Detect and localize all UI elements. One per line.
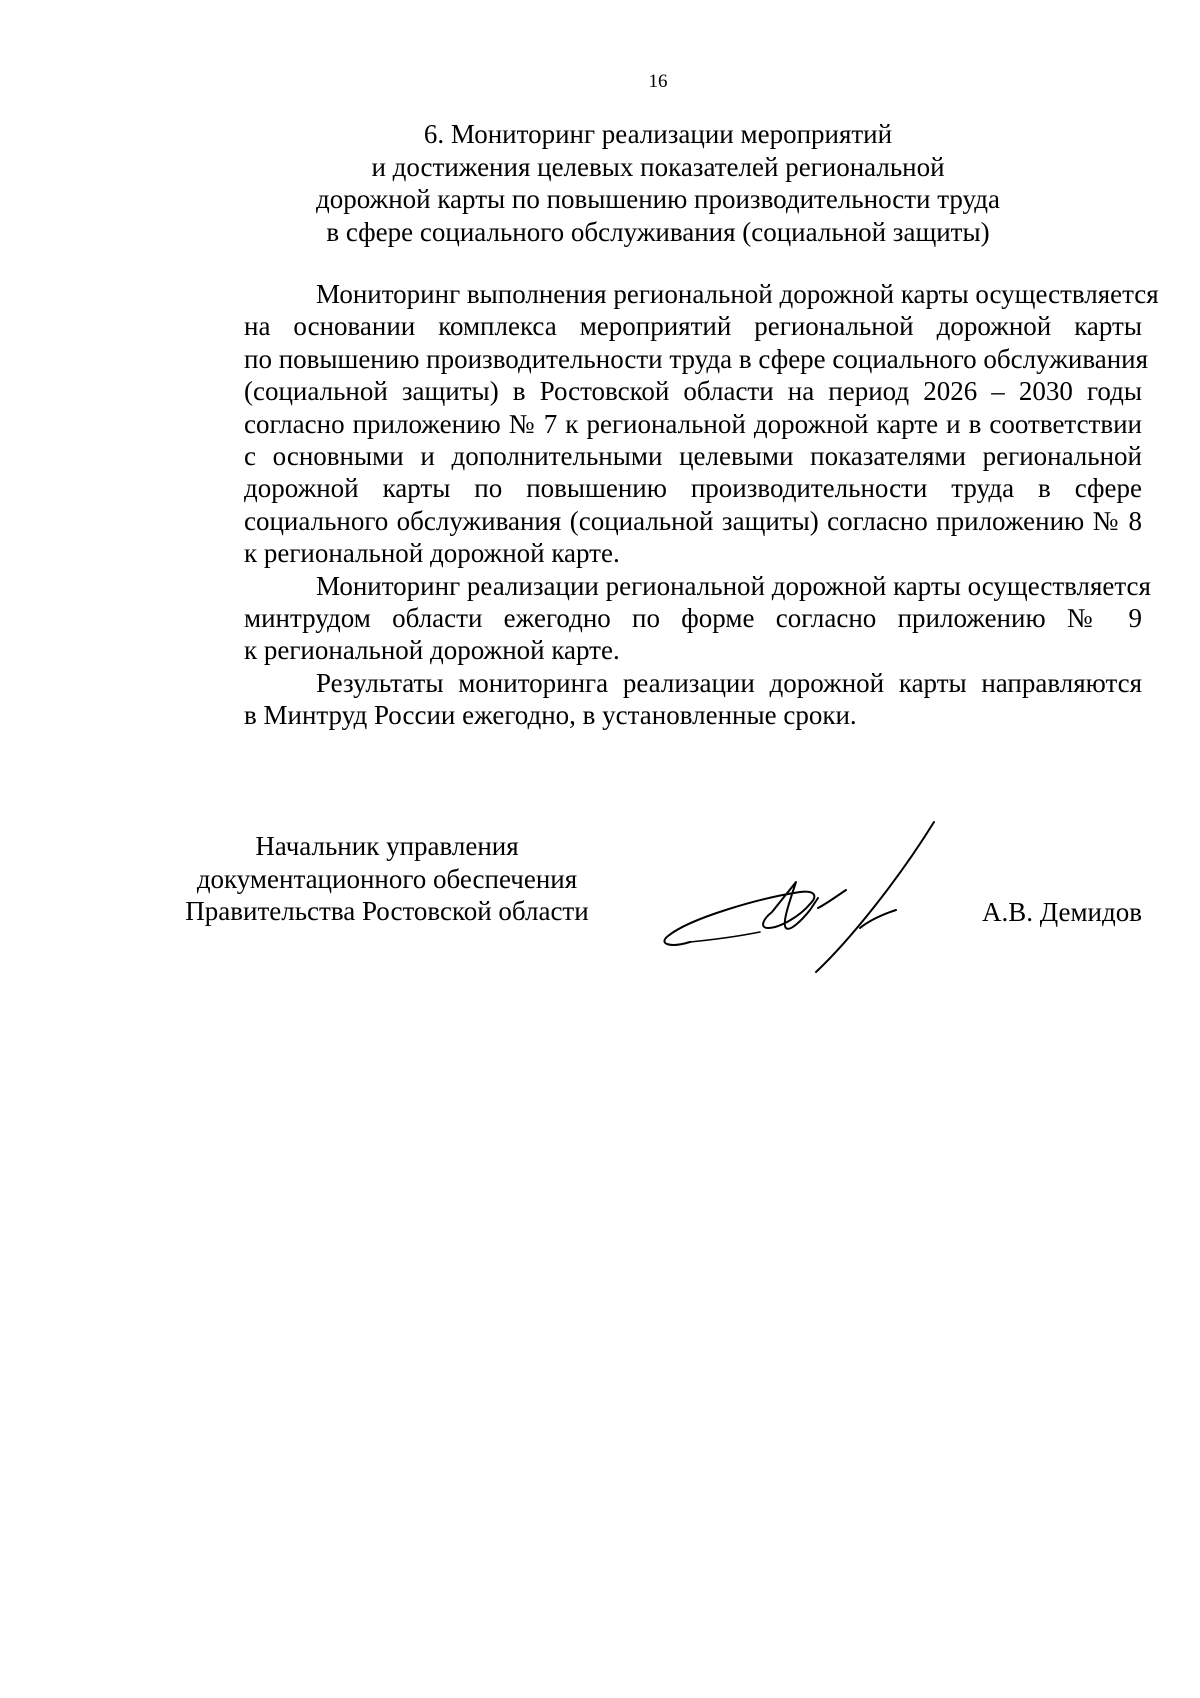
paragraph-line: в Минтруд России ежегодно, в установленные сроки. — [244, 700, 857, 731]
heading-line: дорожной карты по повышению производительности труда — [315, 184, 1001, 214]
paragraph-line: с основными и дополнительными целевыми показателями региональной — [244, 441, 1142, 472]
paragraph-line: минтрудом области ежегодно по форме согласно приложению № 9 — [244, 603, 1142, 634]
paragraph-line: на основании комплекса мероприятий региональной дорожной карты — [244, 311, 1142, 342]
paragraph-monitoring-results — [172, 667, 1142, 732]
paragraph-line: Мониторинг реализации региональной дорожной карты осуществляется — [316, 570, 1151, 601]
paragraph-line: к региональной дорожной карте. — [244, 635, 620, 666]
paragraph-line: к региональной дорожной карте. — [244, 538, 620, 569]
paragraph-monitoring-basis — [172, 278, 1159, 570]
paragraph-line: согласно приложению № 7 к региональной дорожной карте и в соответствии — [244, 408, 1142, 439]
paragraph-line: Результаты мониторинга реализации дорожной карты направляются — [316, 667, 1142, 698]
heading-line: и достижения целевых показателей региональной — [371, 151, 945, 182]
signer-position — [172, 830, 602, 928]
paragraph-line: (социальной защиты) в Ростовской области на период 2026 – 2030 годы — [244, 376, 1142, 407]
page-number: 16 — [648, 71, 668, 92]
body-text — [172, 278, 1159, 732]
heading-line: 6. Мониторинг реализации мероприятий — [423, 119, 893, 149]
section-heading — [220, 118, 1096, 248]
signer-name: А.В. Демидов — [981, 897, 1142, 927]
signer-position-line: документационного обеспечения — [196, 863, 578, 894]
signer-position-line: Начальник управления — [255, 831, 519, 861]
paragraph-line: Мониторинг выполнения региональной дорожной карты осуществляется — [316, 279, 1159, 309]
paragraph-line: по повышению производительности труда в сфере социального обслуживания — [244, 343, 1149, 374]
heading-line: в сфере социального обслуживания (социальной защиты) — [326, 216, 990, 247]
handwritten-signature-icon — [650, 820, 950, 980]
signer-position-line: Правительства Ростовской области — [185, 896, 589, 926]
paragraph-line: дорожной карты по повышению производительности труда в сфере — [244, 473, 1142, 504]
paragraph-monitoring-annual — [172, 570, 1151, 667]
paragraph-line: социального обслуживания (социальной защиты) согласно приложению № 8 — [244, 505, 1142, 536]
